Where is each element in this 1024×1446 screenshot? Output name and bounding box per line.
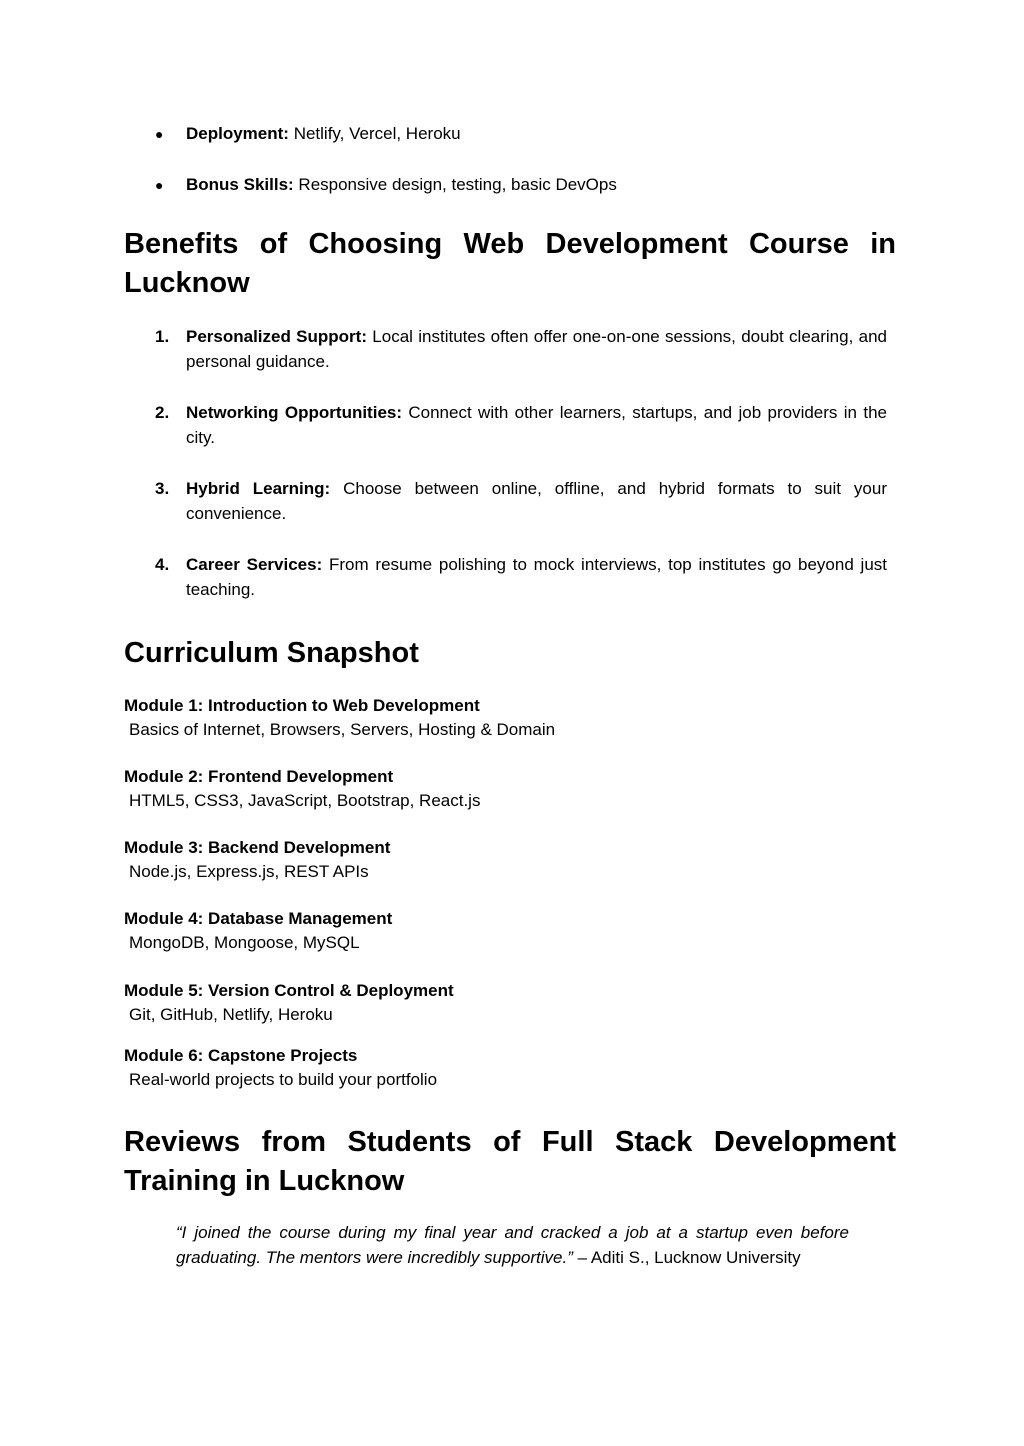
bullet-text: Responsive design, testing, basic DevOps xyxy=(293,175,617,194)
benefit-item-1 xyxy=(155,324,887,374)
benefit-item-2 xyxy=(155,400,887,450)
module-title-6: Module 6: Capstone Projects xyxy=(124,1046,358,1065)
list-number: 4. xyxy=(155,555,170,574)
module-desc-6: Real-world projects to build your portfolio xyxy=(129,1070,438,1089)
bullet-label: Bonus Skills: xyxy=(186,175,294,194)
benefit-label: Hybrid Learning: xyxy=(186,479,331,498)
benefit-text: From resume polishing to mock interviews, top institutes go beyond just teaching. xyxy=(186,555,887,599)
module-title-4: Module 4: Database Management xyxy=(124,909,393,928)
module-title-2: Module 2: Frontend Development xyxy=(124,767,394,786)
module-desc-5: Git, GitHub, Netlify, Heroku xyxy=(129,1005,333,1024)
curriculum-heading: Curriculum Snapshot xyxy=(124,637,419,669)
module-title-5: Module 5: Version Control & Deployment xyxy=(124,981,454,1000)
benefit-item-3 xyxy=(155,476,887,526)
list-number: 2. xyxy=(155,403,170,422)
module-desc-1: Basics of Internet, Browsers, Servers, Hosting & Domain xyxy=(129,720,556,739)
bullet-text: Netlify, Vercel, Heroku xyxy=(288,124,461,143)
bullet-icon: ● xyxy=(155,177,164,193)
benefits-heading: Benefits of Choosing Web Development Course in Lucknow xyxy=(124,228,896,299)
quote-attribution: – Aditi S., Lucknow University xyxy=(572,1248,801,1267)
bullet-icon: ● xyxy=(155,126,164,142)
benefit-text: Local institutes often offer one-on-one sessions, doubt clearing, and personal guidance. xyxy=(186,327,887,371)
quote-text: “I joined the course during my final year and cracked a job at a startup even before graduating. The mentors were incredibly supportive.” xyxy=(176,1223,849,1267)
benefit-text: Connect with other learners, startups, and job providers in the city. xyxy=(186,403,887,447)
benefit-label: Personalized Support: xyxy=(186,327,367,346)
benefit-label: Networking Opportunities: xyxy=(186,403,403,422)
benefit-item-4 xyxy=(155,552,887,602)
module-title-1: Module 1: Introduction to Web Development xyxy=(124,696,480,715)
list-number: 3. xyxy=(155,479,170,498)
review-quote xyxy=(176,1220,849,1270)
reviews-heading: Reviews from Students of Full Stack Development Training in Lucknow xyxy=(124,1126,896,1197)
bullet-label: Deployment: xyxy=(186,124,289,143)
benefit-label: Career Services: xyxy=(186,555,323,574)
list-number: 1. xyxy=(155,327,170,346)
module-desc-2: HTML5, CSS3, JavaScript, Bootstrap, React.js xyxy=(129,791,481,810)
module-title-3: Module 3: Backend Development xyxy=(124,838,391,857)
module-desc-4: MongoDB, Mongoose, MySQL xyxy=(129,933,360,952)
benefit-text: Choose between online, offline, and hybrid formats to suit your convenience. xyxy=(186,479,887,523)
module-desc-3: Node.js, Express.js, REST APIs xyxy=(129,862,369,881)
